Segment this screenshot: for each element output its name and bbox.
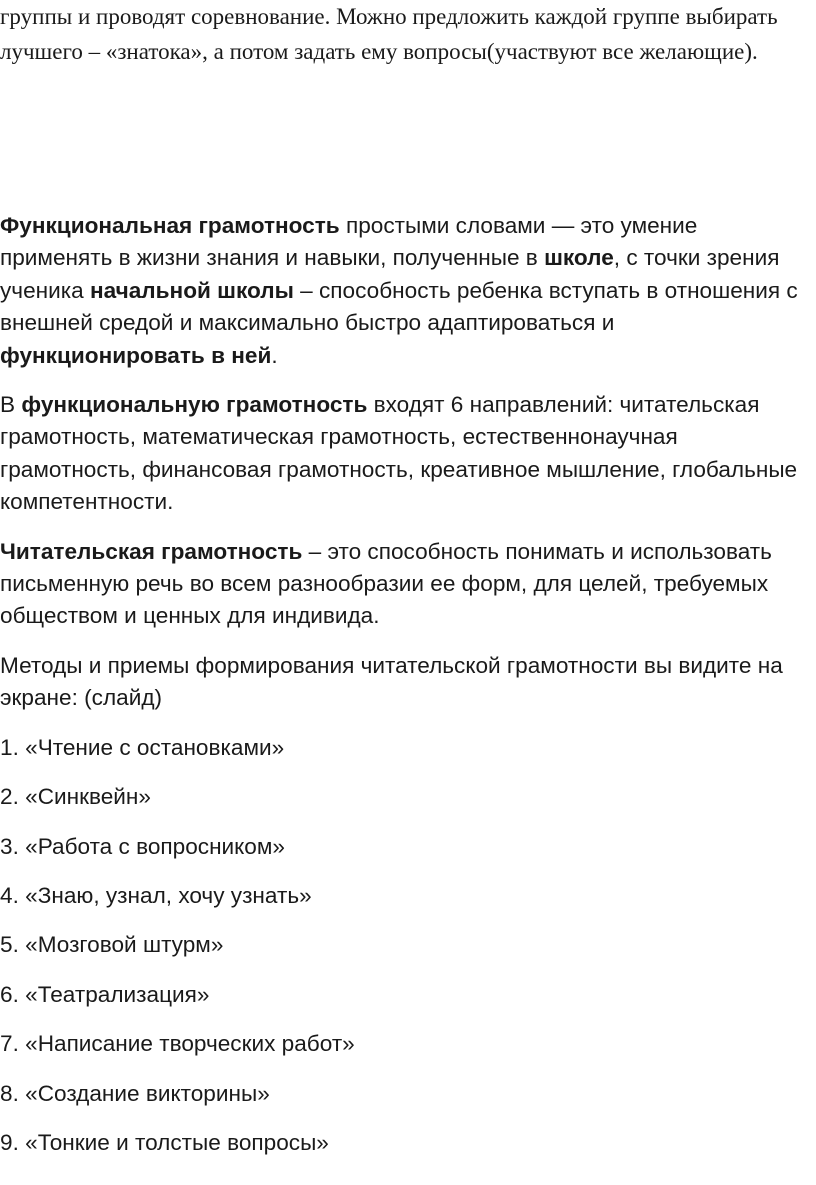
text-span: входят 6 направлений: читательская грамотность, математическая грамотность, естественнонаучная грамотность, финансовая грамотность, креативное мышление, глобальные компетентности. — [0, 392, 798, 515]
list-label: «Работа с вопросником» — [25, 833, 285, 859]
list-label: «Тонкие и толстые вопросы» — [25, 1129, 329, 1155]
text-span: В — [0, 392, 22, 418]
bold-school: школе — [544, 245, 614, 271]
text-span: , с точки зрения ученика — [0, 245, 780, 303]
term-functional-literacy: Функциональная грамотность — [0, 213, 340, 238]
list-item — [0, 1127, 812, 1159]
list-number: 7. — [0, 1031, 19, 1057]
list-item — [0, 1028, 812, 1060]
reading-literacy-paragraph — [0, 536, 812, 633]
term-reading-literacy: Читательская грамотность — [0, 538, 303, 564]
main-content — [0, 210, 812, 1176]
list-item — [0, 1078, 812, 1110]
definition-paragraph — [0, 210, 812, 372]
list-item — [0, 781, 812, 813]
list-label: «Синквейн» — [25, 784, 151, 810]
text-span: – это способность понимать и использовать письменную речь во всем разнообразии ее форм, для целей, требуемых обществом и ценных для индивида. — [0, 538, 772, 629]
methods-list — [0, 732, 812, 1160]
list-item — [0, 732, 812, 764]
list-label: «Создание викторины» — [25, 1080, 270, 1106]
text-span: простыми словами — это умение применять в жизни знания и навыки, полученные в — [0, 213, 698, 271]
list-number: 8. — [0, 1080, 19, 1106]
list-number: 1. — [0, 734, 19, 760]
text-span: . — [271, 342, 278, 368]
list-number: 3. — [0, 833, 19, 859]
list-label: «Чтение с остановками» — [25, 734, 285, 760]
bold-functional-literacy: функциональную грамотность — [21, 392, 368, 418]
list-number: 2. — [0, 784, 19, 810]
list-number: 5. — [0, 932, 19, 958]
methods-intro-paragraph: Методы и приемы формирования читательской грамотности вы видите на экране: (слайд) — [0, 652, 783, 711]
bold-function-in-it: функционировать в ней — [0, 342, 272, 368]
list-number: 6. — [0, 981, 19, 1007]
text-span: – способность ребенка вступать в отношения с внешней средой и максимально быстро адаптироваться и — [0, 277, 798, 336]
list-label: «Театрализация» — [25, 981, 210, 1007]
list-item — [0, 979, 812, 1011]
bold-primary-school: начальной школы — [89, 277, 294, 303]
list-label: «Знаю, узнал, хочу узнать» — [25, 882, 312, 908]
list-number: 4. — [0, 882, 19, 908]
directions-paragraph — [0, 389, 812, 519]
list-label: «Мозговой штурм» — [25, 932, 224, 958]
list-item — [0, 880, 812, 912]
list-label: «Написание творческих работ» — [25, 1031, 355, 1057]
list-number: 9. — [0, 1129, 19, 1155]
intro-paragraph: группы и проводят соревнование. Можно предложить каждой группе выбирать лучшего – «знатока», а потом задать ему вопросы(участвуют все желающие). — [0, 4, 778, 64]
list-item — [0, 831, 812, 863]
list-item — [0, 929, 812, 961]
